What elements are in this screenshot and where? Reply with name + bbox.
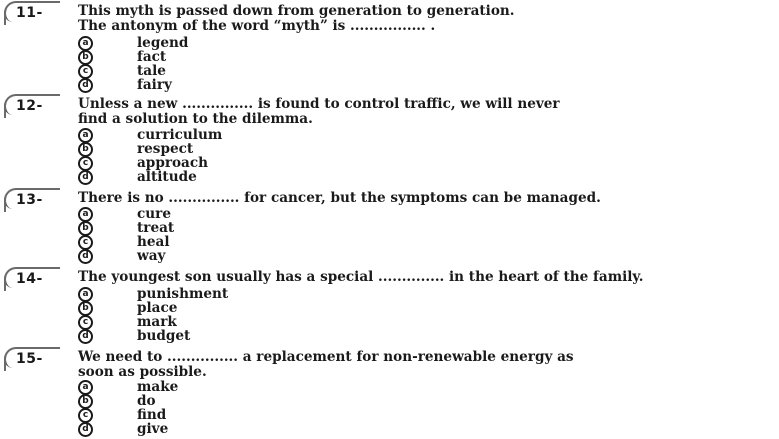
option-letter-circle: c [78, 235, 93, 250]
question-number: 14- [4, 270, 43, 288]
option-c[interactable] [78, 314, 177, 330]
option-text: punishment [137, 286, 229, 302]
option-letter-circle: c [78, 408, 93, 423]
question-text [78, 97, 768, 127]
question-number: 12- [4, 97, 43, 115]
option-text: heal [137, 234, 170, 250]
option-d[interactable] [78, 248, 166, 264]
question-line: There is no ............... for cancer, but the symptoms can be managed. [78, 190, 601, 206]
option-text: treat [137, 220, 175, 236]
question-text [78, 4, 768, 34]
option-text: do [137, 393, 156, 409]
option-text: way [137, 248, 166, 264]
option-letter-circle: a [78, 128, 93, 143]
option-text: approach [137, 155, 209, 171]
option-text: cure [137, 206, 171, 222]
option-letter-circle: d [78, 329, 93, 344]
option-d[interactable] [78, 328, 191, 344]
question-text [78, 350, 768, 380]
option-text: fairy [137, 77, 172, 93]
question-text [78, 191, 768, 206]
option-a[interactable] [78, 286, 229, 302]
question-line: find a solution to the dilemma. [78, 111, 313, 127]
option-text: budget [137, 328, 191, 344]
option-letter-circle: a [78, 36, 93, 51]
option-text: fact [137, 49, 167, 65]
option-text: altitude [137, 169, 197, 185]
option-a[interactable] [78, 379, 179, 395]
option-text: give [137, 421, 169, 437]
option-letter-circle: b [78, 142, 93, 157]
option-c[interactable] [78, 63, 166, 79]
option-b[interactable] [78, 141, 194, 157]
question-line: We need to ............... a replacement for non-renewable energy as [78, 349, 574, 365]
option-b[interactable] [78, 220, 175, 236]
question-line: soon as possible. [78, 364, 207, 380]
option-text: place [137, 300, 178, 316]
option-a[interactable] [78, 206, 171, 222]
option-b[interactable] [78, 393, 156, 409]
option-text: find [137, 407, 167, 423]
option-c[interactable] [78, 407, 167, 423]
question-line: Unless a new ............... is found to control traffic, we will never [78, 96, 560, 112]
option-a[interactable] [78, 127, 223, 143]
option-b[interactable] [78, 49, 167, 65]
question-text [78, 270, 768, 285]
option-text: legend [137, 35, 189, 51]
option-letter-circle: b [78, 394, 93, 409]
option-text: tale [137, 63, 166, 79]
question-line: This myth is passed down from generation to generation. [78, 3, 515, 19]
option-d[interactable] [78, 169, 197, 185]
option-letter-circle: c [78, 64, 93, 79]
question-number: 15- [4, 350, 43, 368]
option-a[interactable] [78, 35, 189, 51]
option-c[interactable] [78, 155, 209, 171]
option-letter-circle: d [78, 422, 93, 437]
option-letter-circle: d [78, 170, 93, 185]
option-letter-circle: d [78, 78, 93, 93]
option-letter-circle: a [78, 287, 93, 302]
option-letter-circle: a [78, 207, 93, 222]
option-letter-circle: b [78, 50, 93, 65]
question-number: 11- [4, 4, 43, 22]
question-line: The antonym of the word “myth” is ................ . [78, 18, 436, 34]
question-line: The youngest son usually has a special .............. in the heart of the family. [78, 269, 644, 285]
option-letter-circle: c [78, 315, 93, 330]
option-text: respect [137, 141, 194, 157]
option-letter-circle: b [78, 301, 93, 316]
option-letter-circle: b [78, 221, 93, 236]
option-letter-circle: a [78, 380, 93, 395]
option-letter-circle: c [78, 156, 93, 171]
question-number: 13- [4, 191, 43, 209]
option-text: mark [137, 314, 177, 330]
option-text: curriculum [137, 127, 223, 143]
option-text: make [137, 379, 179, 395]
option-d[interactable] [78, 421, 169, 437]
option-d[interactable] [78, 77, 172, 93]
option-letter-circle: d [78, 249, 93, 264]
option-b[interactable] [78, 300, 178, 316]
option-c[interactable] [78, 234, 170, 250]
